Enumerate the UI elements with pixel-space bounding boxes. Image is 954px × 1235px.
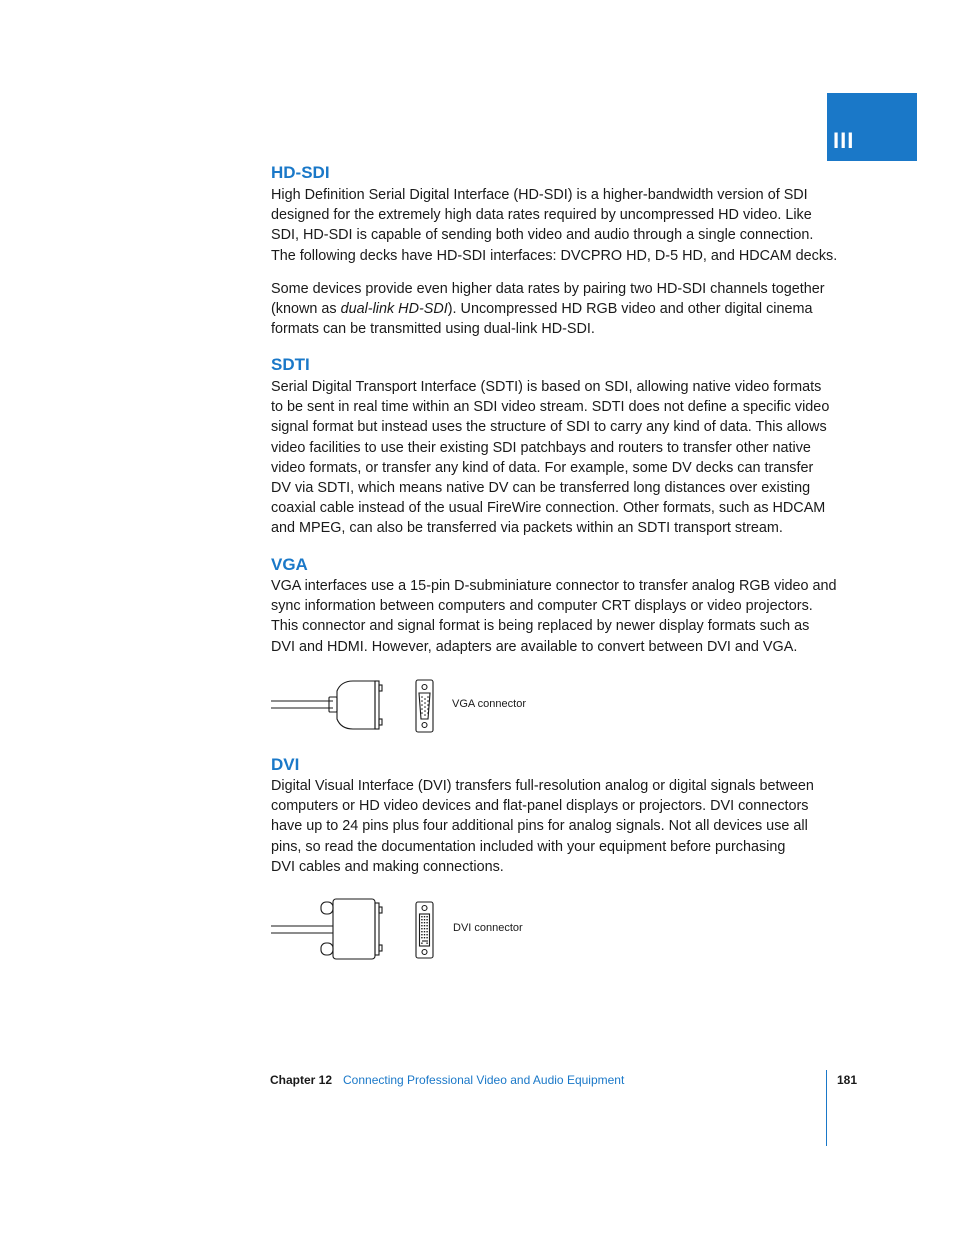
text-line: This connector and signal format is being replaced by newer display formats such as xyxy=(271,618,810,635)
text-line: sync information between computers and computer CRT displays or video projectors. xyxy=(271,598,813,615)
paragraph-vga xyxy=(271,576,837,657)
footer-chapter-label: Chapter 12 xyxy=(270,1073,333,1087)
text-line: Serial Digital Transport Interface (SDTI) is based on SDI, allowing native video formats xyxy=(271,379,822,395)
text-line: DV via SDTI, which means native DV can be transferred long distances over existing xyxy=(271,480,811,497)
footer-divider xyxy=(826,1070,827,1146)
text-line: coaxial cable instead of the usual FireWire connection. Other formats, such as HDCAM xyxy=(271,500,826,517)
text-line: The following decks have HD-SDI interfaces: DVCPRO HD, D-5 HD, and HDCAM decks. xyxy=(271,247,838,264)
paragraph-sdti xyxy=(271,377,830,539)
text-line: signal format but instead uses the structure of SDI to carry any kind of data. This allows xyxy=(271,419,827,436)
part-tab-label: III xyxy=(833,128,855,153)
text-line: formats can be transmitted using dual-link HD-SDI. xyxy=(271,321,595,338)
text-line: DVI and HDMI. However, adapters are available to convert between DVI and VGA. xyxy=(271,638,798,655)
part-tab xyxy=(827,93,917,161)
page-number: 181 xyxy=(837,1073,858,1087)
text-line: have up to 24 pins plus four additional pins for analog signals. Not all devices use all xyxy=(271,818,808,835)
text-line: and MPEG, can also be transferred via packets within an SDTI transport stream. xyxy=(271,520,783,537)
text-line: High Definition Serial Digital Interface (HD-SDI) is a higher-bandwidth version of SDI xyxy=(271,187,808,203)
heading-vga: VGA xyxy=(271,555,308,574)
heading-sdti: SDTI xyxy=(271,355,310,374)
text-line: video formats, or transfer any kind of data. For example, some DV decks can transfer xyxy=(271,459,814,476)
paragraph-hd-sdi-intro xyxy=(271,185,838,266)
text-run: ). Uncompressed HD RGB video and other digital cinema xyxy=(447,301,813,318)
term-dual-link: dual-link HD-SDI xyxy=(340,301,448,318)
text-line: DVI cables and making connections. xyxy=(271,858,504,875)
heading-dvi: DVI xyxy=(271,755,300,774)
text-line: Some devices provide even higher data rates by pairing two HD-SDI channels together xyxy=(271,281,825,297)
paragraph-hd-sdi-dual-link xyxy=(271,279,827,340)
text-run: (known as xyxy=(271,301,341,318)
text-line: computers or HD video devices and flat-panel displays or projectors. DVI connectors xyxy=(271,798,809,815)
text-line: to be sent in real time within an SDI video stream. SDTI does not define a specific video xyxy=(271,399,830,416)
vga-connector-illustration xyxy=(271,675,446,737)
text-line xyxy=(271,299,827,319)
text-line: pins, so read the documentation included with your equipment before purchasing xyxy=(271,838,786,855)
footer-chapter-title: Connecting Professional Video and Audio Equipment xyxy=(343,1073,625,1087)
dvi-connector-illustration xyxy=(271,897,446,963)
heading-hd-sdi: HD-SDI xyxy=(271,163,330,182)
text-line: designed for the extremely high data rates required by uncompressed HD video. Like xyxy=(271,207,812,224)
text-line: Digital Visual Interface (DVI) transfers full-resolution analog or digital signals between xyxy=(271,778,814,794)
text-line: SDI, HD-SDI is capable of sending both video and audio through a single connection. xyxy=(271,227,814,244)
dvi-connector-figure xyxy=(271,897,551,963)
vga-figure-caption: VGA connector xyxy=(452,698,526,710)
text-line: VGA interfaces use a 15-pin D-subminiature connector to transfer analog RGB video and xyxy=(271,578,837,594)
vga-connector-figure xyxy=(271,675,551,737)
paragraph-dvi xyxy=(271,776,827,877)
dvi-figure-caption: DVI connector xyxy=(453,922,523,934)
text-line: video facilities to use their existing SDI patchbays and routers to transfer other native xyxy=(271,439,811,456)
